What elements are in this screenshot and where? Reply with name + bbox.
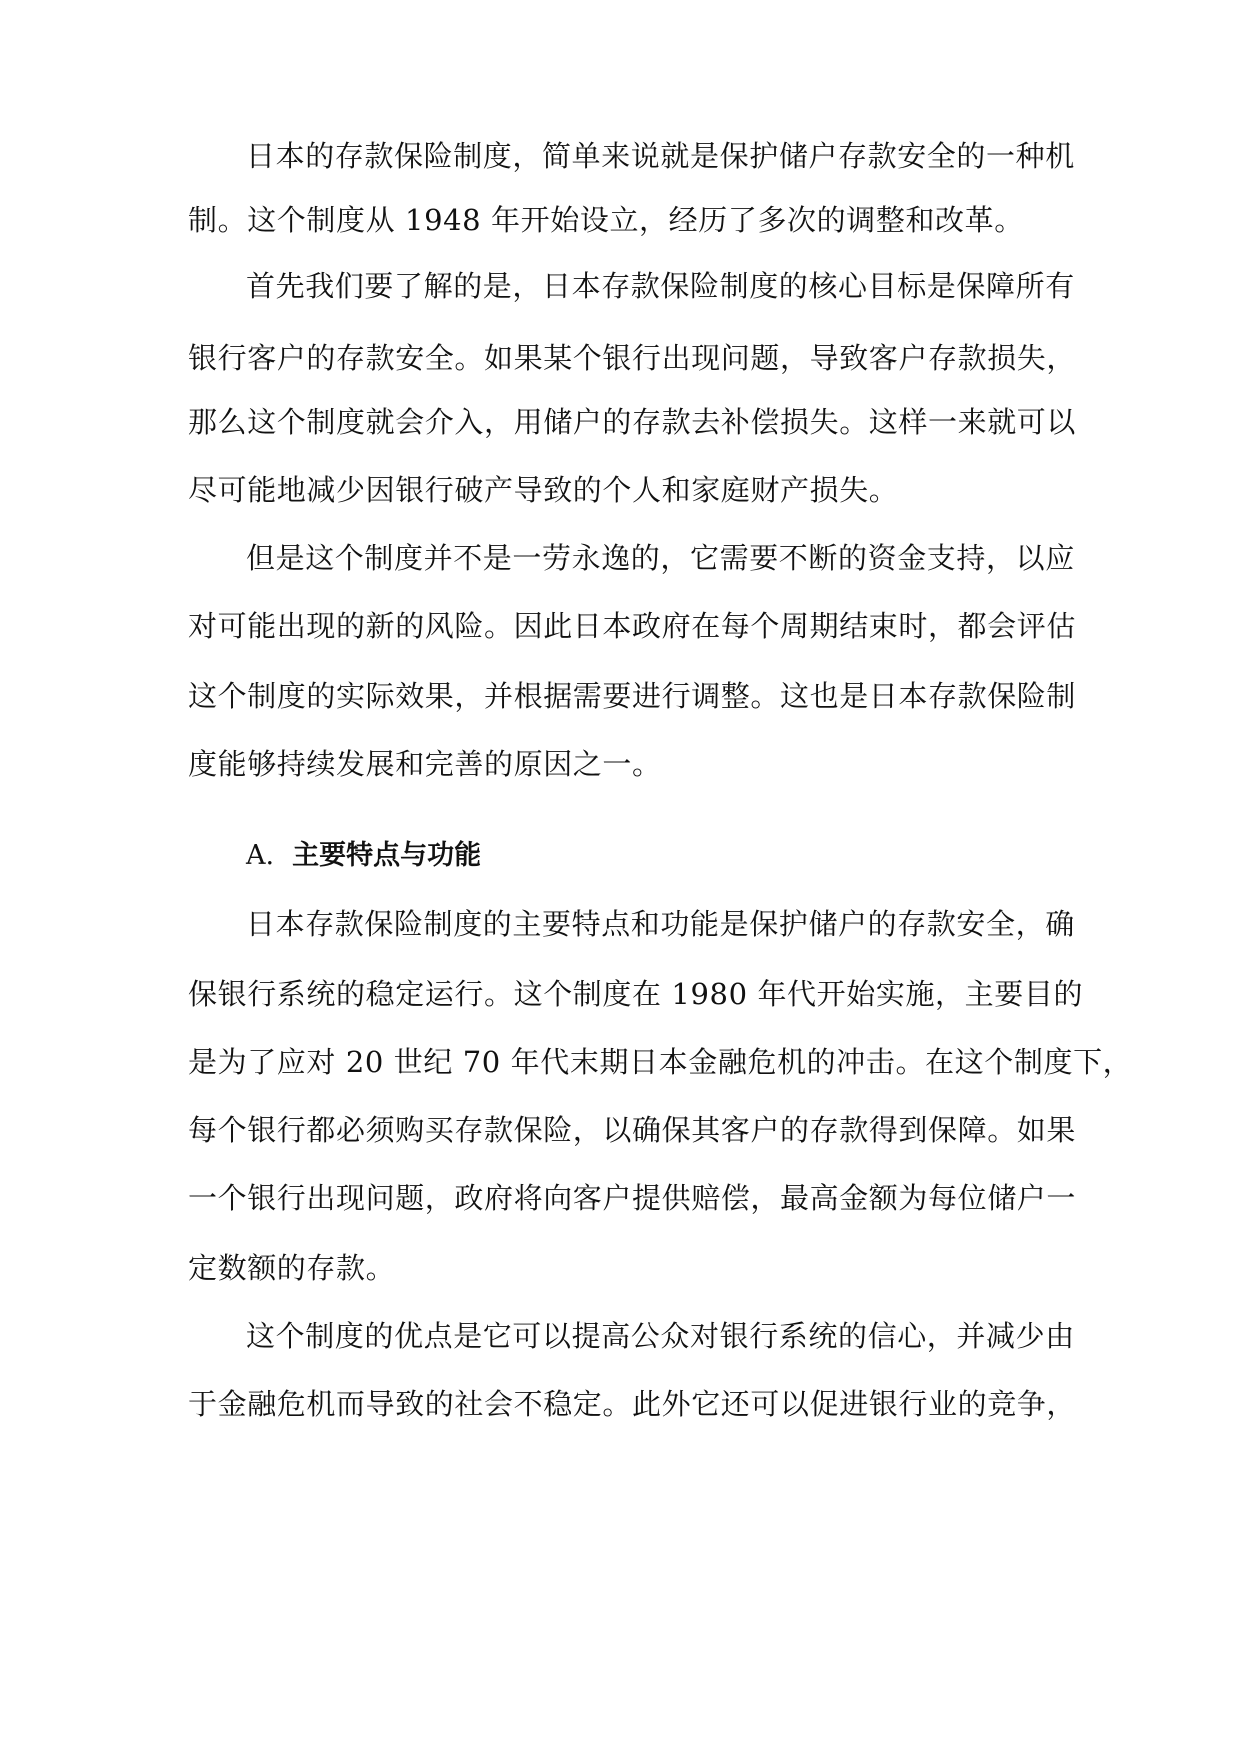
- paragraph-1-line-2: 制。这个制度从 1948 年开始设立，经历了多次的调整和改革。: [188, 203, 1024, 237]
- paragraph-5-line-1: 这个制度的优点是它可以提高公众对银行系统的信心，并减少由: [246, 1319, 1075, 1353]
- paragraph-2-line-3: 那么这个制度就会介入，用储户的存款去补偿损失。这样一来就可以: [188, 405, 1077, 439]
- section-heading-marker: A.: [246, 840, 275, 871]
- section-heading-title: 主要特点与功能: [292, 840, 482, 871]
- section-heading: [246, 836, 481, 876]
- paragraph-4-line-6: 定数额的存款。: [188, 1251, 396, 1285]
- paragraph-2-line-1: 首先我们要了解的是，日本存款保险制度的核心目标是保障所有: [246, 269, 1075, 303]
- paragraph-3-line-1: 但是这个制度并不是一劳永逸的，它需要不断的资金支持，以应: [246, 541, 1075, 575]
- paragraph-4-line-3: 是为了应对 20 世纪 70 年代末期日本金融危机的冲击。在这个制度下，: [188, 1045, 1133, 1079]
- paragraph-4-line-4: 每个银行都必须购买存款保险，以确保其客户的存款得到保障。如果: [188, 1113, 1077, 1147]
- paragraph-3-line-3: 这个制度的实际效果，并根据需要进行调整。这也是日本存款保险制: [188, 679, 1077, 713]
- paragraph-4-line-1: 日本存款保险制度的主要特点和功能是保护储户的存款安全，确: [246, 907, 1075, 941]
- paragraph-4-line-5: 一个银行出现问题，政府将向客户提供赔偿，最高金额为每位储户一: [188, 1181, 1077, 1215]
- paragraph-1-line-1: 日本的存款保险制度，简单来说就是保护储户存款安全的一种机: [246, 139, 1075, 173]
- paragraph-2-line-4: 尽可能地减少因银行破产导致的个人和家庭财产损失。: [188, 473, 899, 507]
- paragraph-4-line-2: 保银行系统的稳定运行。这个制度在 1980 年代开始实施，主要目的: [188, 977, 1084, 1011]
- paragraph-3-line-4: 度能够持续发展和完善的原因之一。: [188, 747, 662, 781]
- paragraph-3-line-2: 对可能出现的新的风险。因此日本政府在每个周期结束时，都会评估: [188, 609, 1077, 643]
- paragraph-2-line-2: 银行客户的存款安全。如果某个银行出现问题，导致客户存款损失，: [188, 341, 1077, 375]
- paragraph-5-line-2: 于金融危机而导致的社会不稳定。此外它还可以促进银行业的竞争，: [188, 1387, 1077, 1421]
